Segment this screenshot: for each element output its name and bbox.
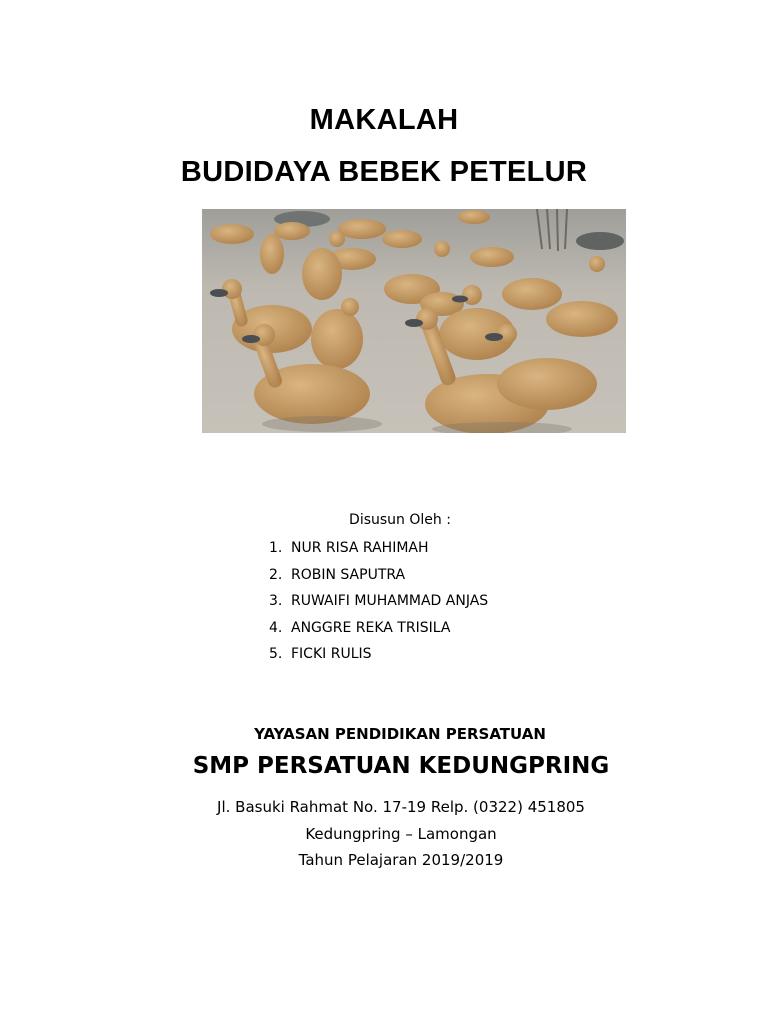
author-number: 2. xyxy=(269,566,283,583)
byline-label: Disusun Oleh : xyxy=(349,512,451,528)
author-list xyxy=(269,538,488,671)
list-item xyxy=(269,565,488,592)
list-item xyxy=(269,591,488,618)
academic-year: Tahun Pelajaran 2019/2019 xyxy=(298,851,504,869)
author-name: ANGGRE REKA TRISILA xyxy=(291,619,451,636)
list-item xyxy=(269,618,488,645)
school-name: SMP PERSATUAN KEDUNGPRING xyxy=(192,753,610,779)
school-city: Kedungpring – Lamongan xyxy=(305,825,497,843)
title-topic: BUDIDAYA BEBEK PETELUR xyxy=(180,156,588,188)
author-name: FICKI RULIS xyxy=(291,646,372,662)
author-number: 3. xyxy=(269,593,283,609)
duck-flock-photo xyxy=(202,209,626,433)
list-item xyxy=(269,644,488,671)
list-item xyxy=(269,538,488,565)
author-name: ROBIN SAPUTRA xyxy=(291,566,406,583)
author-name: NUR RISA RAHIMAH xyxy=(291,540,429,556)
author-number: 4. xyxy=(269,619,283,636)
author-number: 1. xyxy=(269,540,283,556)
school-address: Jl. Basuki Rahmat No. 17-19 Relp. (0322) 451805 xyxy=(217,798,585,816)
title-makalah: MAKALAH xyxy=(309,104,459,136)
author-number: 5. xyxy=(269,646,283,662)
author-name: RUWAIFI MUHAMMAD ANJAS xyxy=(291,593,489,609)
foundation-name: YAYASAN PENDIDIKAN PERSATUAN xyxy=(254,725,546,743)
